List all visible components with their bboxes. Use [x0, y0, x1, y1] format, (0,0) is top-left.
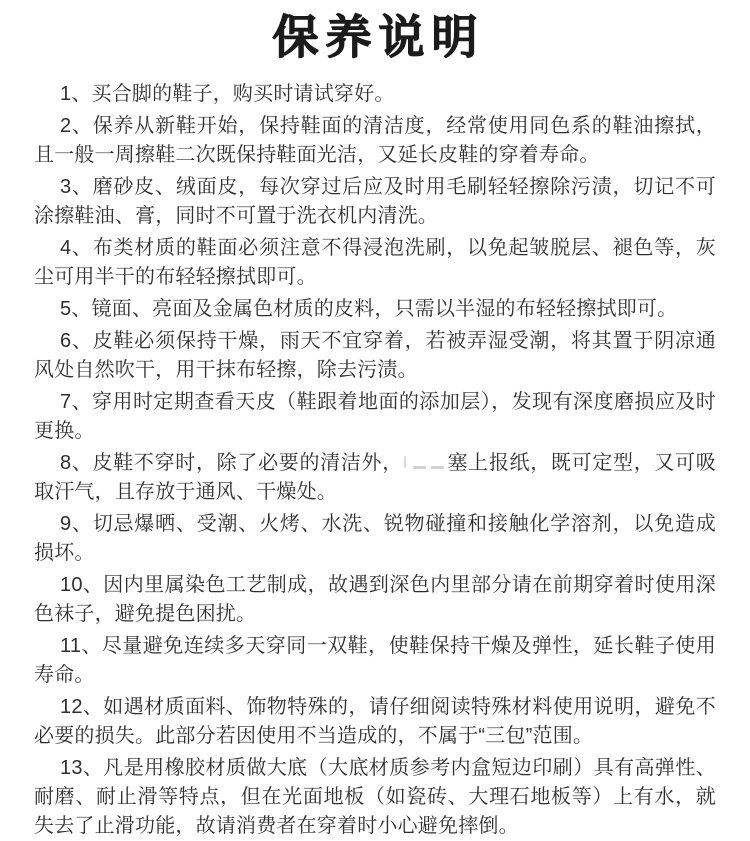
instruction-list	[34, 80, 716, 841]
instruction-item-7: 7、穿用时定期查看天皮（鞋跟着地面的添加层），发现有深度磨损应及时更换。	[34, 391, 716, 442]
instruction-item-4: 4、布类材质的鞋面必须注意不得浸泡洗刷，以免起皱脱层、褪色等，灰尘可用半干的布轻轻擦拭即可。	[34, 237, 716, 288]
instruction-item-12: 12、如遇材质面料、饰物特殊的，请仔细阅读特殊材料使用说明，避免不必要的损失。此部分若因使用不当造成的，不属于“三包”范围。	[34, 696, 716, 747]
instruction-item-3: 3、磨砂皮、绒面皮，每次穿过后应及时用毛刷轻轻擦除污渍，切记不可涂擦鞋油、膏，同时不可置于洗衣机内清洗。	[34, 176, 716, 227]
instruction-item-6: 6、皮鞋必须保持干燥，雨天不宜穿着，若被弄湿受潮，将其置于阴凉通风处自然吹干，用干抹布轻擦，除去污渍。	[34, 330, 716, 381]
instruction-item-2: 2、保养从新鞋开始，保持鞋面的清洁度，经常使用同色系的鞋油擦拭，且一般一周擦鞋二次既保持鞋面光洁，又延长皮鞋的穿着寿命。	[34, 115, 716, 166]
instruction-item-8	[34, 449, 716, 507]
instruction-item-13: 13、凡是用橡胶材质做大底（大底材质参考内盒短边印刷）具有高弹性、耐磨、耐止滑等特点，但在光面地板（如瓷砖、大理石地板等）上有水，就失去了止滑功能，故请消费者在穿着时小心避免摔倒。	[34, 757, 716, 837]
instruction-item-10: 10、因内里属染色工艺制成，故遇到深色内里部分请在前期穿着时使用深色袜子，避免提色困扰。	[34, 574, 716, 625]
instruction-item-5: 5、镜面、亮面及金属色材质的皮料，只需以半湿的布轻轻擦拭即可。	[60, 298, 678, 320]
page-title: 保养说明	[272, 12, 485, 63]
erased-text-smudge	[403, 453, 447, 469]
item-8-text-after: 塞上报纸，既可定型，又可吸取汗气，且存放于通风、干燥处。	[34, 452, 716, 503]
instruction-item-9: 9、切忌爆晒、受潮、火烤、水洗、锐物碰撞和接触化学溶剂，以免造成损坏。	[34, 513, 716, 564]
instruction-item-1: 1、买合脚的鞋子，购买时请试穿好。	[60, 83, 395, 105]
instruction-item-11: 11、尽量避免连续多天穿同一双鞋，使鞋保持干燥及弹性，延长鞋子使用寿命。	[34, 635, 716, 686]
item-8-text-before: 8、皮鞋不穿时，除了必要的清洁外，	[60, 452, 403, 474]
